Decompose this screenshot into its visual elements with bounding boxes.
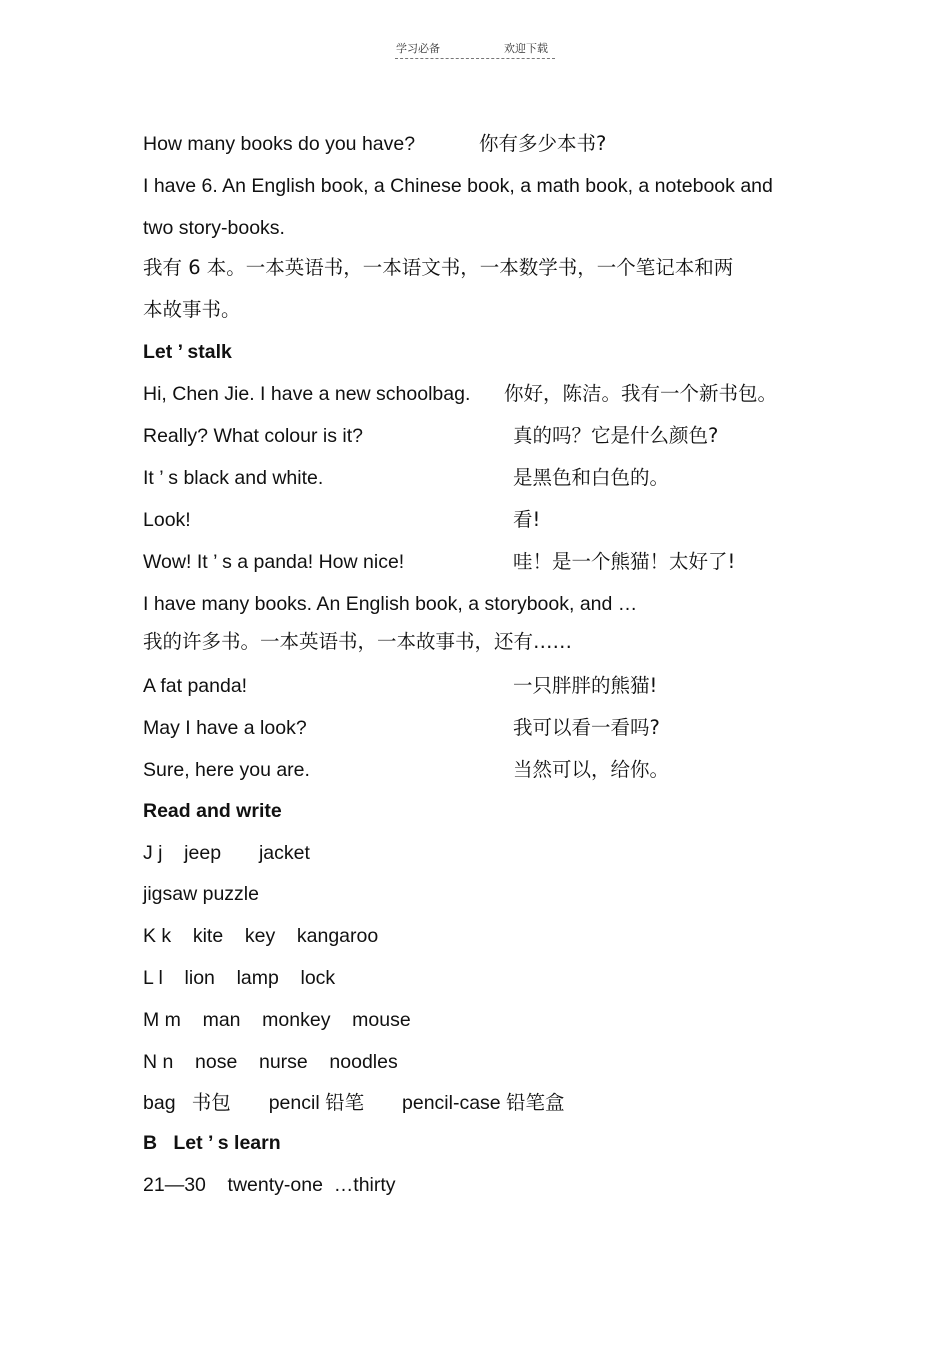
line-chinese: 哇！是一个熊猫！太好了! xyxy=(513,550,736,573)
dialog-line xyxy=(143,757,670,783)
line-chinese: 是黑色和白色的。 xyxy=(513,466,670,489)
line-english: Really? What colour is it? xyxy=(143,425,364,447)
line-english: A fat panda! xyxy=(143,675,248,697)
dialog-line xyxy=(143,131,607,157)
text-line-chinese: 本故事书。 xyxy=(143,298,241,321)
page-header xyxy=(395,40,555,59)
header-left-text: 学习必备 xyxy=(396,43,440,55)
line-english: Hi, Chen Jie. I have a new schoolbag. xyxy=(143,383,471,405)
line-english: It ’ s black and white. xyxy=(143,467,324,489)
line-english: Sure, here you are. xyxy=(143,759,310,781)
vocab-line: M m man monkey mouse xyxy=(143,1009,411,1031)
dialog-line xyxy=(143,549,736,575)
vocab-line: J j jeep jacket xyxy=(143,842,310,864)
dialog-line xyxy=(143,423,719,449)
line-chinese: 我可以看一看吗? xyxy=(513,716,660,739)
line-chinese: 当然可以，给你。 xyxy=(513,758,670,781)
line-chinese: 一只胖胖的熊猫! xyxy=(513,674,658,697)
line-english: Wow! It ’ s a panda! How nice! xyxy=(143,551,405,573)
dialog-line xyxy=(143,673,658,699)
line-english: May I have a look? xyxy=(143,717,307,739)
line-chinese: 你有多少本书? xyxy=(479,132,607,155)
dialog-line xyxy=(143,381,778,407)
vocab-line: K k kite key kangaroo xyxy=(143,925,379,947)
vocab-line: jigsaw puzzle xyxy=(143,883,259,905)
vocab-line: 21—30 twenty-one …thirty xyxy=(143,1174,396,1196)
vocab-line: bag 书包 pencil 铅笔 pencil-case 铅笔盒 xyxy=(143,1092,565,1114)
text-line-chinese: 我的许多书。一本英语书，一本故事书，还有…… xyxy=(143,630,573,653)
text-line-chinese: 我有 6 本。一本英语书，一本语文书，一本数学书，一个笔记本和两 xyxy=(143,256,734,279)
dialog-line xyxy=(143,715,660,741)
text-line: I have many books. An English book, a storybook, and … xyxy=(143,593,638,615)
line-chinese: 真的吗？它是什么颜色? xyxy=(513,424,719,447)
header-right-text: 欢迎下载 xyxy=(504,43,548,55)
text-line: I have 6. An English book, a Chinese book, a math book, a notebook and xyxy=(143,175,773,197)
section-heading: Read and write xyxy=(143,800,282,822)
vocab-line: N n nose nurse noodles xyxy=(143,1051,398,1073)
text-line: two story-books. xyxy=(143,217,285,239)
line-english: How many books do you have? xyxy=(143,133,416,155)
dialog-line xyxy=(143,507,541,533)
vocab-line: L l lion lamp lock xyxy=(143,967,336,989)
dialog-line xyxy=(143,465,670,491)
section-heading: Let ’ stalk xyxy=(143,341,232,363)
section-heading: B Let ’ s learn xyxy=(143,1132,281,1154)
line-chinese: 看! xyxy=(513,508,541,531)
line-chinese: 你好，陈洁。我有一个新书包。 xyxy=(504,382,778,405)
line-english: Look! xyxy=(143,509,191,531)
